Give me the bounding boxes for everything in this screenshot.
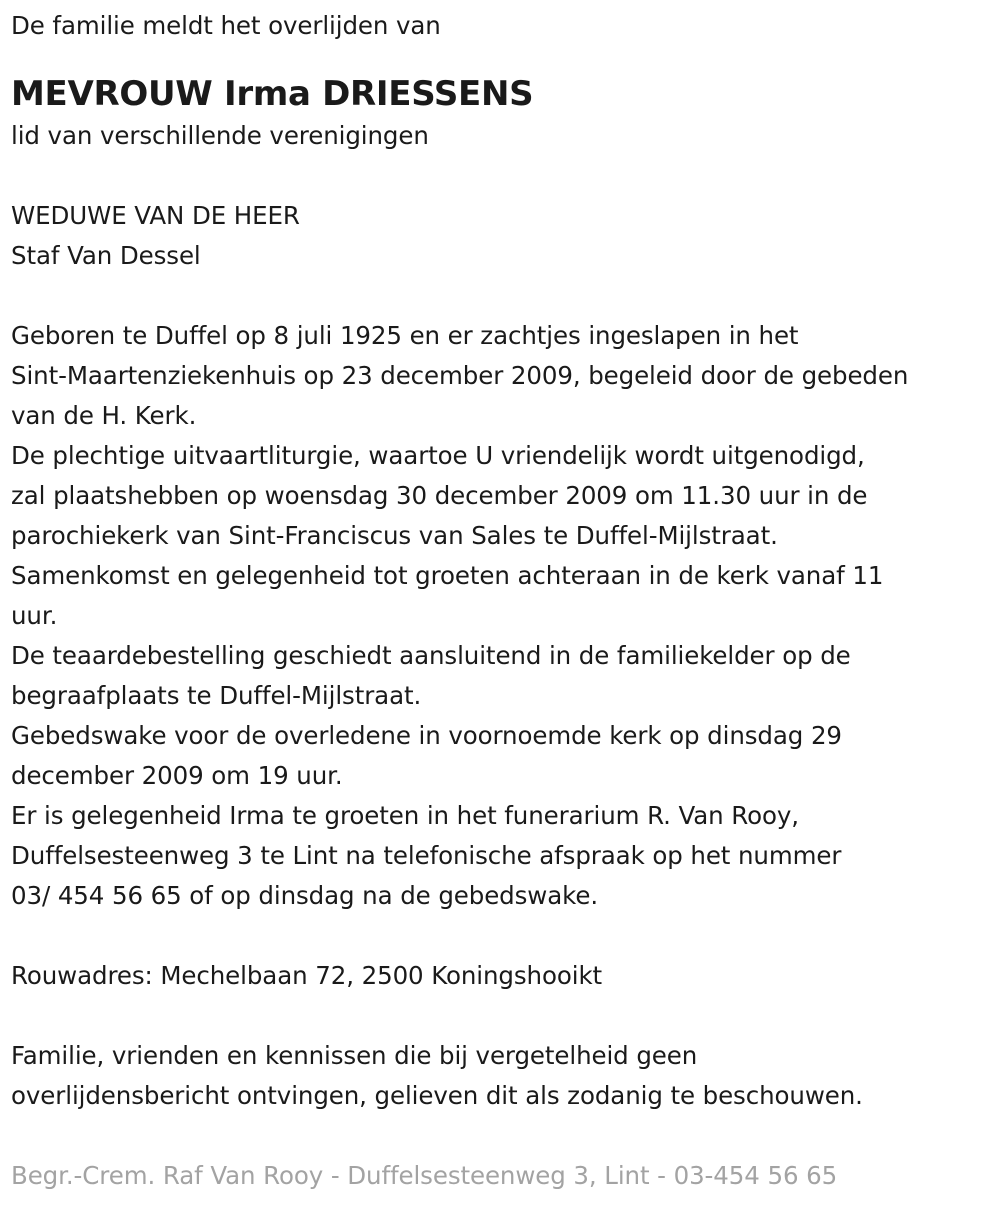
body-line: De teaardebestelling geschiedt aansluitend in de familiekelder op de [11,641,851,670]
deceased-name: MEVROUW Irma DRIESSENS [11,74,534,114]
spacer [11,1116,990,1156]
mourning-address: Rouwadres: Mechelbaan 72, 2500 Koningshooikt [11,961,603,990]
body-line: zal plaatshebben op woensdag 30 december 2009 om 11.30 uur in de [11,481,868,510]
body-line: Gebedswake voor de overledene in voornoemde kerk op dinsdag 29 [11,721,842,750]
notice-body [11,316,990,916]
funeral-home-footer: Begr.-Crem. Raf Van Rooy - Duffelsesteenweg 3, Lint - 03-454 56 65 [11,1161,838,1190]
spacer [11,916,990,956]
body-line: Er is gelegenheid Irma te groeten in het funerarium R. Van Rooy, [11,801,799,830]
body-line: Sint-Maartenziekenhuis op 23 december 2009, begeleid door de gebeden [11,361,909,390]
notice-intro: De familie meldt het overlijden van [11,11,441,40]
body-line: uur. [11,601,58,630]
body-line: Duffelsesteenweg 3 te Lint na telefonische afspraak op het nummer [11,841,842,870]
closing-line: overlijdensbericht ontvingen, gelieven dit als zodanig te beschouwen. [11,1081,863,1110]
spacer [11,276,990,316]
closing-note [11,1036,990,1116]
body-line: december 2009 om 19 uur. [11,761,343,790]
body-line: 03/ 454 56 65 of op dinsdag na de gebedswake. [11,881,599,910]
spouse-name: Staf Van Dessel [11,241,201,270]
body-line: Samenkomst en gelegenheid tot groeten achteraan in de kerk vanaf 11 [11,561,884,590]
body-line: van de H. Kerk. [11,401,197,430]
widow-of-label: WEDUWE VAN DE HEER [11,201,300,230]
deceased-description: lid van verschillende verenigingen [11,121,429,150]
closing-line: Familie, vrienden en kennissen die bij vergetelheid geen [11,1041,698,1070]
body-line: Geboren te Duffel op 8 juli 1925 en er zachtjes ingeslapen in het [11,321,799,350]
spacer [11,996,990,1036]
body-line: begraafplaats te Duffel-Mijlstraat. [11,681,422,710]
spacer [11,156,990,196]
body-line: De plechtige uitvaartliturgie, waartoe U vriendelijk wordt uitgenodigd, [11,441,865,470]
body-line: parochiekerk van Sint-Franciscus van Sales te Duffel-Mijlstraat. [11,521,778,550]
